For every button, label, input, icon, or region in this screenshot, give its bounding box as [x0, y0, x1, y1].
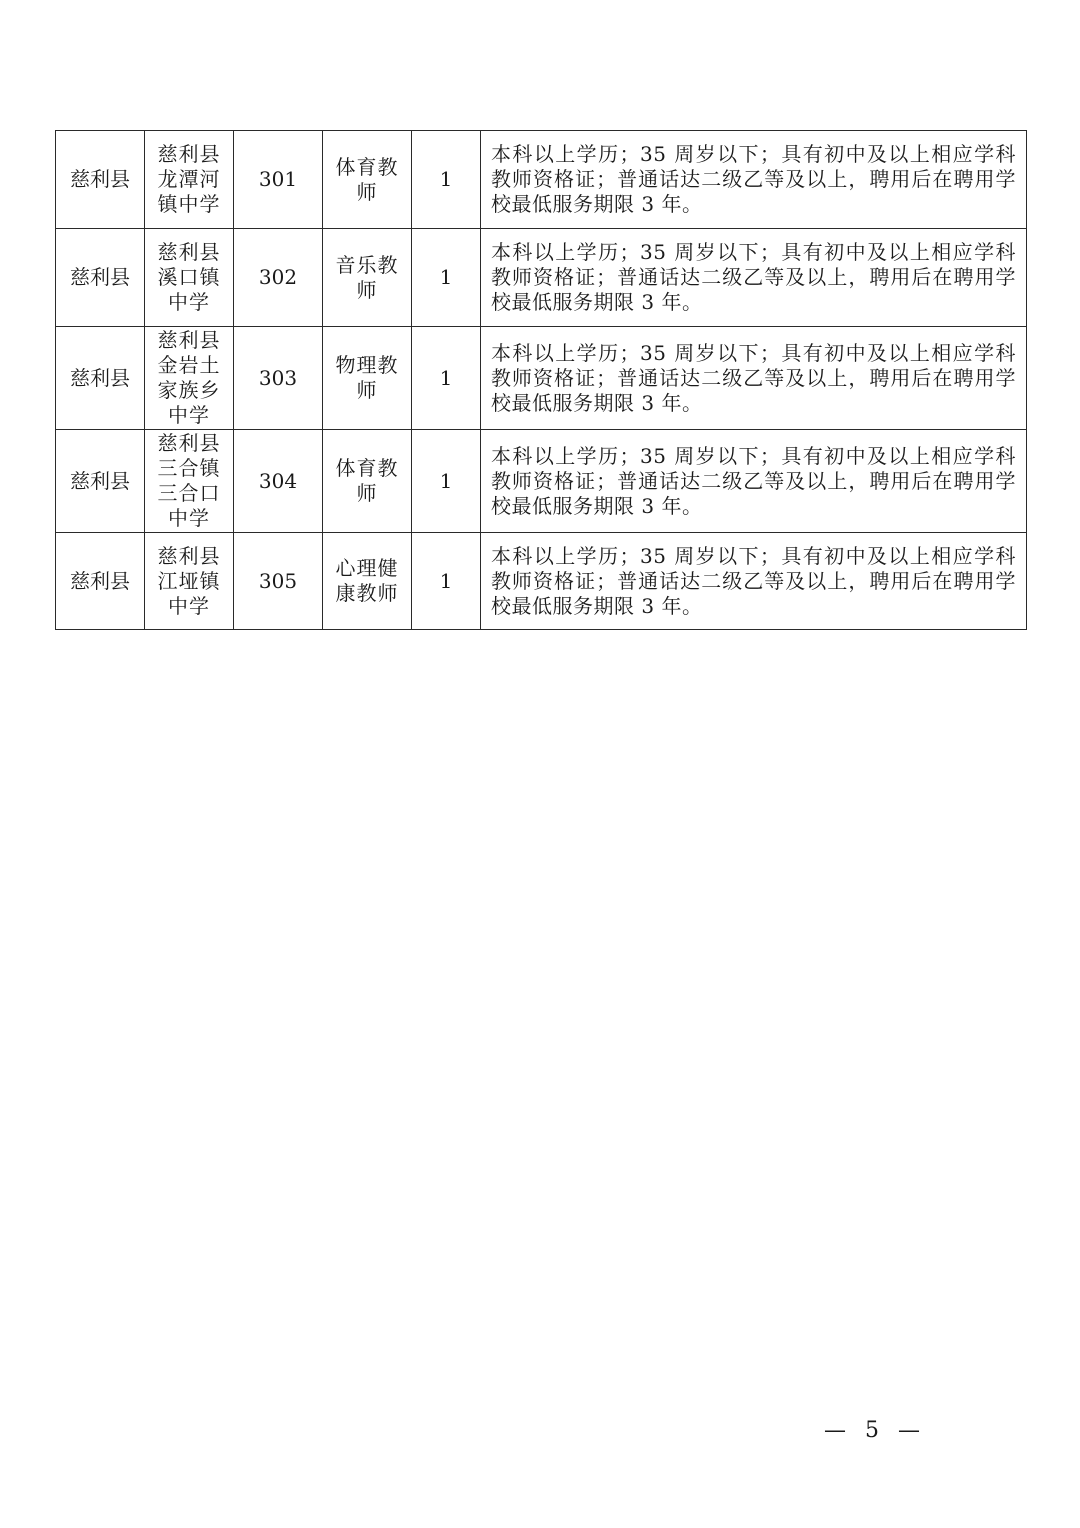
code-cell: 301 [234, 131, 323, 229]
county-cell: 慈利县 [56, 229, 145, 327]
table-row [56, 533, 1027, 630]
county-cell: 慈利县 [56, 131, 145, 229]
position-cell [323, 327, 412, 430]
requirement-cell: 本科以上学历；35 周岁以下；具有初中及以上相应学科教师资格证；普通话达二级乙等及以上，聘用后在聘用学校最低服务期限 3 年。 [481, 327, 1027, 430]
table-row [56, 229, 1027, 327]
school-name: 慈利县金岩土家族乡中学 [157, 328, 221, 427]
position-cell [323, 430, 412, 533]
position-cell [323, 131, 412, 229]
requirement-cell: 本科以上学历；35 周岁以下；具有初中及以上相应学科教师资格证；普通话达二级乙等及以上，聘用后在聘用学校最低服务期限 3 年。 [481, 430, 1027, 533]
table-row [56, 131, 1027, 229]
count-cell: 1 [412, 430, 481, 533]
county-cell: 慈利县 [56, 533, 145, 630]
school-name: 慈利县溪口镇中学 [157, 240, 221, 314]
school-name: 慈利县龙潭河镇中学 [157, 142, 221, 216]
school-cell [145, 327, 234, 430]
school-cell [145, 533, 234, 630]
county-cell: 慈利县 [56, 327, 145, 430]
position-name: 心理健康教师 [335, 556, 399, 605]
position-cell [323, 533, 412, 630]
county-cell: 慈利县 [56, 430, 145, 533]
code-cell: 305 [234, 533, 323, 630]
school-cell [145, 430, 234, 533]
count-cell: 1 [412, 229, 481, 327]
school-name: 慈利县江垭镇中学 [157, 543, 221, 618]
position-name: 物理教师 [335, 353, 399, 402]
position-cell [323, 229, 412, 327]
count-cell: 1 [412, 131, 481, 229]
job-table [55, 130, 1027, 630]
table-row [56, 327, 1027, 430]
position-name: 体育教师 [335, 456, 399, 505]
table-row [56, 430, 1027, 533]
position-name: 音乐教师 [335, 252, 399, 302]
requirement-cell: 本科以上学历；35 周岁以下；具有初中及以上相应学科教师资格证；普通话达二级乙等及以上，聘用后在聘用学校最低服务期限 3 年。 [481, 131, 1027, 229]
school-cell [145, 229, 234, 327]
requirement-cell: 本科以上学历；35 周岁以下；具有初中及以上相应学科教师资格证；普通话达二级乙等及以上，聘用后在聘用学校最低服务期限 3 年。 [481, 229, 1027, 327]
school-name: 慈利县三合镇三合口中学 [157, 431, 221, 530]
count-cell: 1 [412, 327, 481, 430]
page-number: — 5 — [824, 1418, 926, 1443]
code-cell: 302 [234, 229, 323, 327]
school-cell [145, 131, 234, 229]
requirement-cell: 本科以上学历；35 周岁以下；具有初中及以上相应学科教师资格证；普通话达二级乙等及以上，聘用后在聘用学校最低服务期限 3 年。 [481, 533, 1027, 630]
count-cell: 1 [412, 533, 481, 630]
code-cell: 303 [234, 327, 323, 430]
code-cell: 304 [234, 430, 323, 533]
position-name: 体育教师 [335, 154, 399, 204]
